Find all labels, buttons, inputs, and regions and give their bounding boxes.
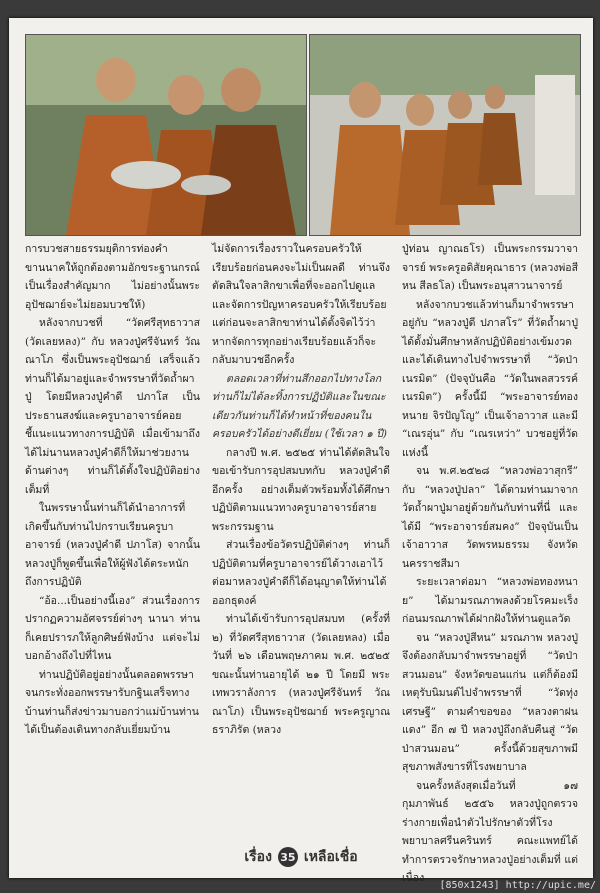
magazine-page (9, 18, 593, 884)
paragraph: หลังจากบวชที่ “วัดศรีสุทธาวาส (วัดเลยหลง)” กับ หลวงปู่ศรีจันทร์ วัณณาโภ ซึ่งเป็นพระอุปัชฌาย์ เสร็จแล้วท่านก็ได้มาอยู่และจำพรรษาที่วัดถ้ำผาปู่ โดยมีหลวงปู่คำดี ปภาโส เป็นประธานสงฆ์และครูบาอาจารย์คอยชี้แนะแนวทางการปฏิบัติ เมื่อเข้ามาถึงได้ไม่นานหลวงปู่คำดีก็ให้มาช่วยงานด้านต่างๆ ท่านก็ได้ตั้งใจปฏิบัติอย่างเต็มที่ (25, 317, 200, 496)
text-column-3 (402, 240, 578, 884)
paragraph: จน “หลวงปู่สีหน” มรณภาพ หลวงปู่จึงต้องกลับมาจำพรรษาอยู่ที่ “วัดป่าสวนมอน” จังหวัดขอนแก่น แต่ก็ต้องมีเหตุรับนิมนต์ไปจำพรรษาที่ “วัดทุ่งเศรษฐี” ตามคำขอของ “หลวงตาฝนแดง” อีก ๗ ปี หลวงปู่ถึงกลับคืนสู่ “วัดป่าสวนมอน” ครั้งนี้ด้วยสุขภาพมีสุขภาพสังขารที่โรงพยาบาล (402, 631, 578, 773)
paragraph: “อ้อ...เป็นอย่างนี้เอง” ส่วนเรื่องการปรากฏความอัศจรรย์ต่างๆ นานา ท่านก็เคยปรารภให้ลูกศิษย์ฟังบ้าง แต่จะไม่บอกอ้างถึงไปที่ไหน (25, 594, 200, 662)
image-watermark: [850x1243] http://upic.me/ (439, 880, 596, 891)
paragraph: ไม่จัดการเรื่องราวในครอบครัวให้เรียบร้อยก่อนคงจะไม่เป็นผลดี ท่านจึงตัดสินใจลาสิกขาเพื่อที่จะออกไปดูแลและจัดการปัญหาครอบครัวให้เรียบร้อย แต่ก่อนจะลาสิกขาท่านได้ตั้งจิตไว้ว่าหากจัดการทุกอย่างเรียบร้อยแล้วก็จะกลับมาบวชอีกครั้ง (212, 243, 390, 366)
paragraph: หลังจากบวชแล้วท่านก็มาจำพรรษาอยู่กับ “หลวงปู่ดี ปภาสโร” ที่วัดถ้ำผาปู่ ได้ดั้งมั่นศึกษาหลักปฏิบัติอย่างเข้มงวด และได้เดินทางไปจำพรรษาที่ “วัดป่าเนรมิต” (ปัจจุบันคือ “วัดในพลสวรรค์เนรมิต”) ครั้งนี้มี “พระอาจารย์ทองหนาย จิรปัญโญ” เป็นเจ้าอาวาส และมี “เณรอุ่น” กับ “เณรเหว่า” บวชอยู่ที่วัดแห่งนี้ (402, 298, 578, 459)
paragraph: ส่วนเรื่องข้อวัตรปฏิบัติต่างๆ ท่านก็ปฏิบัติตามที่ครูบาอาจารย์ได้วางเอาไว้ ต่อมาหลวงปู่คำดีก็ได้อนุญาตให้ท่านได้ออกธุดงค์ (212, 539, 390, 607)
paragraph: จน พ.ศ.๒๕๒๘ “หลวงพ่อวาสุกรี” กับ “หลวงปู่ปลา” ได้ตามท่านมาจากวัดถ้ำผาปู่มาอยู่ด้วยกันกับท่านที่นี่ และได้มี “พระอาจารย์สมคง” ปัจจุบันเป็นเจ้าอาวาส วัดพรหมธรรม จังหวัดนครราชสีมา (402, 465, 578, 570)
paragraph: ระยะเวลาต่อมา “หลวงพ่อทองหนาย” ได้มามรณภาพลงด้วยโรคมะเร็ง ก่อนมรณภาพได้ฝากฝังให้ท่านดูแลวัด (402, 576, 578, 625)
paragraph: ท่านได้เข้ารับการอุปสมบท (ครั้งที่ ๒) ที่วัดศรีสุทธาวาส (วัดเลยหลง) เมื่อวันที่ ๒๖ เดือนพฤษภาคม พ.ศ. ๒๕๒๕ ขณะนั้นท่านอายุได้ ๒๑ ปี โดยมี พระเทพวราลังการ (หลวงปู่ศรีจันทร์ วัณณาโภ) เป็นพระอุปัชฌาย์ พระครูญาณธราภิรัต (หลวง (212, 613, 390, 736)
photo-monks-seated (309, 34, 581, 236)
text-column-1 (25, 240, 200, 840)
paragraph: การบวชสายธรรมยุติการท่องคำขานนาคให้ถูกต้องตามอักขระฐานกรณ์เป็นเรื่องสำคัญมาก ไม่อย่างนั้นพระอุปัชฌาย์จะไม่ยอมบวชให้) (25, 243, 200, 311)
paragraph: กลางปี พ.ศ. ๒๕๒๕ ท่านได้ตัดสินใจขอเข้ารับการอุปสมบทกับ หลวงปู่คำดี อีกครั้ง อย่างเต็มตัวพร้อมทั้งได้ศึกษาปฏิบัติตามแนวทางครูบาอาจารย์สายพระกรรมฐาน (212, 446, 390, 533)
page-number-badge: 35 (278, 847, 298, 867)
text-column-2 (212, 240, 390, 840)
monks-ceremony-photo-icon (26, 35, 306, 235)
footer-right-label: เหลือเชื่อ (303, 849, 358, 865)
photo-monks-ceremony (25, 34, 307, 236)
footer-left-label: เรื่อง (244, 849, 272, 865)
paragraph: ท่านปฏิบัติอยู่อย่างนั้นตลอดพรรษาจนกระทั่งออกพรรษารับกฐินเสร็จทางบ้านท่านก็ส่งข่าวมาบอกว่าแม่บ้านท่านได้เป็นต้องเดินทางกลับเยี่ยมบ้าน (25, 668, 199, 736)
paragraph: จนครั้งหลังสุดเมื่อวันที่ ๑๗ กุมภาพันธ์ ๒๕๕๖ หลวงปู่ถูกตรวจร่างกายเพื่อนำตัวไปรักษาตัวที่โรงพยาบาลศรีนครินทร์ คณะแพทย์ได้ทำการตรวจรักษาหลวงปู่อย่างเต็มที่ แต่เนื่อง (402, 779, 578, 884)
monks-seated-photo-icon (310, 35, 580, 235)
paragraph: ในพรรษานั้นท่านก็ได้นำอาการที่เกิดขึ้นกับท่านไปกราบเรียนครูบาอาจารย์ (หลวงปู่คำดี ปภาโส) จากนั้นหลวงปู่ก็พูดขึ้นเพื่อให้ผู้ฟังได้ตระหนักถึงการปฏิบัติ (25, 502, 200, 588)
page-footer (9, 844, 593, 870)
quote-paragraph: ตลอดเวลาที่ท่านสึกออกไปทางโลก ท่านก็ไม่ได้ละทิ้งการปฏิบัติและในขณะเดียวกันท่านก็ได้ทำหน้าที่ของคนในครอบครัวได้อย่างดีเยี่ยม (ใช้เวลา ๑ ปี) (212, 372, 388, 440)
paragraph: ปู่ท่อน ญาณธโร) เป็นพระกรรมวาจาจารย์ พระครูอดิสัยคุณาธาร (หลวงพ่อสีหน สีลธโล) เป็นพระอนุสาวนาจารย์ (402, 243, 578, 292)
